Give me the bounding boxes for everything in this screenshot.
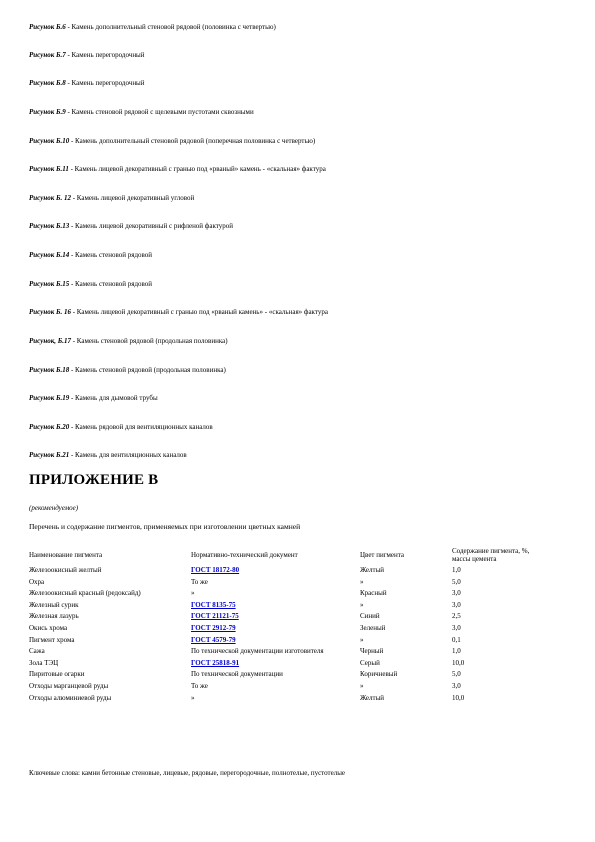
figure-caption-text: - Камень стеновой рядовой xyxy=(69,280,153,288)
table-row xyxy=(29,578,549,590)
pigment-color-cell: » xyxy=(360,635,364,644)
table-header-row xyxy=(29,544,549,566)
normative-doc-link[interactable]: ГОСТ 18172-80 xyxy=(191,566,240,574)
pigment-name-cell: Зола ТЭЦ xyxy=(29,658,59,667)
figure-caption-text: - Камень стеновой рядовой (продольная половинка) xyxy=(69,366,226,374)
figure-caption xyxy=(29,51,145,60)
figure-caption xyxy=(29,308,328,317)
figure-caption xyxy=(29,366,226,375)
pigment-color-cell: Черный xyxy=(360,647,384,656)
normative-doc-cell xyxy=(191,636,360,648)
table-row xyxy=(29,612,549,624)
figure-caption-text: - Камень рядовой для вентиляционных каналов xyxy=(69,423,213,431)
figure-caption-text: - Камень перегородочный xyxy=(65,51,145,59)
figure-label: Рисунок Б.20 xyxy=(29,423,70,431)
table-row xyxy=(29,636,549,648)
pigments-table xyxy=(29,544,549,705)
figure-label: Рисунок Б. 12 xyxy=(29,194,71,202)
figure-label: Рисунок, Б.17 xyxy=(29,337,71,345)
normative-doc-cell: То же xyxy=(191,577,208,586)
figure-label: Рисунок Б.14 xyxy=(29,251,70,259)
pigment-color-cell: Красный xyxy=(360,589,387,598)
figure-label: Рисунок Б.19 xyxy=(29,394,70,402)
pigment-name-cell: Пиритовые огарки xyxy=(29,670,85,679)
header-pigment-content: Содержание пигмента, %, массы цемента xyxy=(452,547,530,563)
figure-caption xyxy=(29,194,194,203)
appendix-title: ПРИЛОЖЕНИЕ В xyxy=(29,472,159,488)
figure-label: Рисунок Б.15 xyxy=(29,280,70,288)
table-row xyxy=(29,647,549,659)
pigment-content-cell: 3,0 xyxy=(452,681,461,690)
figure-caption-text: - Камень для дымовой трубы xyxy=(69,394,158,402)
figure-caption xyxy=(29,137,315,146)
figure-caption-text: - Камень лицевой декоративный с гранью под «рваный» камень - «скальная» фактура xyxy=(68,165,326,173)
figure-label: Рисунок Б.8 xyxy=(29,79,66,87)
normative-doc-cell: » xyxy=(191,693,195,702)
figure-label: Рисунок Б.9 xyxy=(29,108,66,116)
normative-doc-cell: По технической документации изготовителя xyxy=(191,647,324,656)
figure-label: Рисунок Б.21 xyxy=(29,451,70,459)
header-pigment-name: Наименование пигмента xyxy=(29,551,103,559)
figure-label: Рисунок Б.18 xyxy=(29,366,70,374)
pigment-name-cell: Железоокисный красный (редоксайд) xyxy=(29,589,141,598)
normative-doc-link[interactable]: ГОСТ 4579-79 xyxy=(191,635,236,644)
table-row xyxy=(29,694,549,706)
pigment-color-cell: » xyxy=(360,600,364,609)
pigment-name-cell: Железоокисный желтый xyxy=(29,566,102,574)
pigment-name-cell: Окись хрома xyxy=(29,623,68,632)
normative-doc-link[interactable]: ГОСТ 2912-79 xyxy=(191,623,236,632)
pigment-content-cell: 1,0 xyxy=(452,566,461,574)
pigment-name-cell: Охра xyxy=(29,577,45,586)
normative-doc-cell: » xyxy=(191,589,195,598)
pigment-content-cell: 0,1 xyxy=(452,635,461,644)
figure-caption xyxy=(29,451,187,460)
pigment-name-cell: Отходы марганцевой руды xyxy=(29,681,109,690)
figure-caption xyxy=(29,280,152,289)
pigment-color-cell: » xyxy=(360,577,364,586)
normative-doc-cell xyxy=(191,566,360,578)
normative-doc-cell: То же xyxy=(191,681,208,690)
normative-doc-link[interactable]: ГОСТ 8135-75 xyxy=(191,600,236,609)
appendix-status: (рекомендуемое) xyxy=(29,504,79,512)
figure-caption xyxy=(29,394,158,403)
figure-caption xyxy=(29,165,326,174)
normative-doc-cell xyxy=(191,659,360,671)
figure-caption xyxy=(29,79,145,88)
table-row xyxy=(29,624,549,636)
figure-caption xyxy=(29,337,228,346)
table-intro: Перечень и содержание пигментов, применяемых при изготовлении цветных камней xyxy=(29,522,301,531)
figure-caption-text: - Камень дополнительный стеновой рядовой (половинка с четвертью) xyxy=(65,23,276,31)
figure-caption-text: - Камень лицевой декоративный с рифленой фактурой xyxy=(69,222,233,230)
pigment-name-cell: Железная лазурь xyxy=(29,612,79,621)
normative-doc-cell xyxy=(191,612,360,624)
figure-caption-text: - Камень лицевой декоративный с гранью под «рваный камень» - «скальная» фактура xyxy=(70,308,328,316)
header-pigment-color: Цвет пигмента xyxy=(360,551,405,559)
pigment-color-cell: Зеленый xyxy=(360,623,386,632)
pigment-name-cell: Сажа xyxy=(29,647,45,656)
pigment-name-cell: Пигмент хрома xyxy=(29,635,75,644)
figure-label: Рисунок Б.13 xyxy=(29,222,70,230)
pigment-color-cell: Желтый xyxy=(360,693,385,702)
figure-caption xyxy=(29,23,276,32)
pigment-content-cell: 5,0 xyxy=(452,670,461,679)
figure-caption-text: - Камень лицевой декоративный угловой xyxy=(70,194,195,202)
table-row xyxy=(29,670,549,682)
figure-label: Рисунок Б.11 xyxy=(29,165,69,173)
table-body xyxy=(29,566,549,705)
pigment-content-cell: 3,0 xyxy=(452,589,461,598)
table-row xyxy=(29,682,549,694)
figure-caption-text: - Камень перегородочный xyxy=(65,79,145,87)
figure-caption-text: - Камень для вентиляционных каналов xyxy=(69,451,187,459)
figure-caption xyxy=(29,222,233,231)
pigment-content-cell: 10,0 xyxy=(452,658,465,667)
normative-doc-cell xyxy=(191,601,360,613)
figure-caption-text: - Камень стеновой рядовой (продольная половинка) xyxy=(70,337,228,345)
pigment-content-cell: 3,0 xyxy=(452,600,461,609)
pigment-content-cell: 1,0 xyxy=(452,647,461,656)
table-row xyxy=(29,566,549,578)
table-row xyxy=(29,601,549,613)
pigment-name-cell: Отходы алюминиевой руды xyxy=(29,693,112,702)
pigment-color-cell: » xyxy=(360,681,364,690)
pigment-content-cell: 5,0 xyxy=(452,577,461,586)
pigment-color-cell: Синий xyxy=(360,612,380,621)
pigment-content-cell: 10,0 xyxy=(452,693,465,702)
figure-caption xyxy=(29,251,152,260)
figure-caption xyxy=(29,108,254,117)
normative-doc-link[interactable]: ГОСТ 25818-91 xyxy=(191,658,240,667)
table-row xyxy=(29,589,549,601)
pigment-color-cell: Коричневый xyxy=(360,670,398,679)
pigment-content-cell: 2,5 xyxy=(452,612,461,621)
pigment-color-cell: Желтый xyxy=(360,566,385,574)
pigment-color-cell: Серый xyxy=(360,658,380,667)
figure-label: Рисунок Б. 16 xyxy=(29,308,71,316)
figure-label: Рисунок Б.10 xyxy=(29,137,70,145)
normative-doc-cell: По технической документации xyxy=(191,670,283,679)
normative-doc-link[interactable]: ГОСТ 21121-75 xyxy=(191,612,239,621)
figure-caption-text: - Камень дополнительный стеновой рядовой (поперечная половинка с четвертью) xyxy=(69,137,316,145)
figure-caption-text: - Камень стеновой рядовой с щелевыми пустотами сквозными xyxy=(65,108,254,116)
pigment-name-cell: Железный сурик xyxy=(29,600,79,609)
figure-caption xyxy=(29,423,213,432)
header-normative-doc: Нормативно-технический документ xyxy=(191,551,298,559)
figure-caption-text: - Камень стеновой рядовой xyxy=(69,251,153,259)
normative-doc-cell xyxy=(191,624,360,636)
table-row xyxy=(29,659,549,671)
keywords-line: Ключевые слова: камни бетонные стеновые, лицевые, рядовые, перегородочные, полнотелые, пустотелые xyxy=(29,769,346,777)
pigment-content-cell: 3,0 xyxy=(452,623,461,632)
figure-label: Рисунок Б.6 xyxy=(29,23,66,31)
figure-label: Рисунок Б.7 xyxy=(29,51,66,59)
